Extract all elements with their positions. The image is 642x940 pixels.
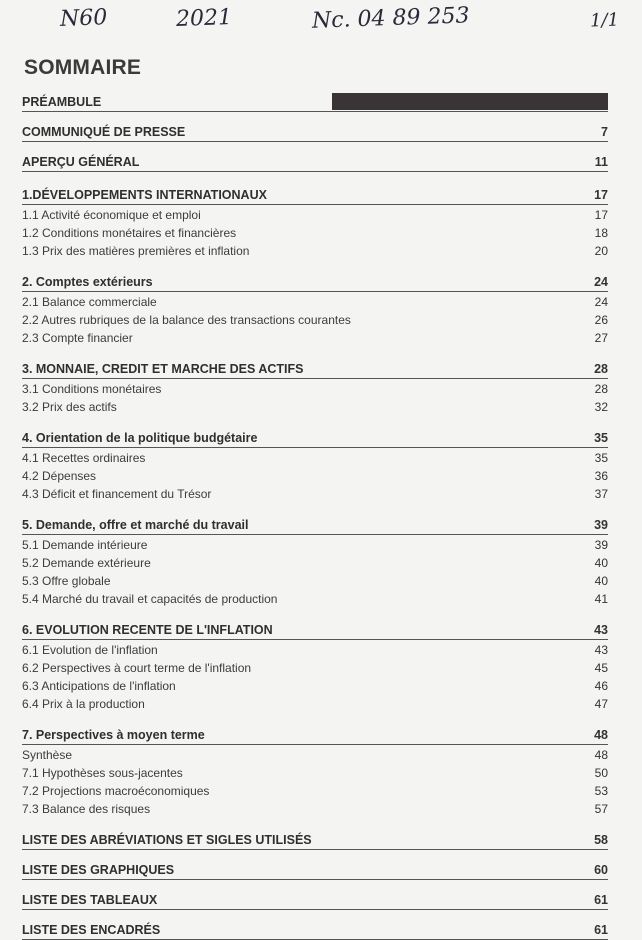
toc-subsection-label: 2.2 Autres rubriques de la balance des transactions courantes xyxy=(22,313,351,327)
toc-section[interactable] xyxy=(22,185,608,205)
toc-subsection-page: 45 xyxy=(594,661,608,675)
toc-section-page: 7 xyxy=(601,125,608,139)
toc-subsection-page: 53 xyxy=(594,784,608,798)
table-of-contents xyxy=(22,92,608,940)
toc-subsection-label: 4.3 Déficit et financement du Trésor xyxy=(22,487,212,501)
toc-subsection-page: 27 xyxy=(594,331,608,345)
toc-section-label: COMMUNIQUÉ DE PRESSE xyxy=(22,125,186,139)
toc-subsection[interactable] xyxy=(22,379,608,397)
toc-subsection[interactable] xyxy=(22,763,608,781)
toc-subsection-label: 6.3 Anticipations de l'inflation xyxy=(22,679,176,693)
toc-section-page: 35 xyxy=(594,431,608,445)
toc-section-page: 61 xyxy=(594,923,608,937)
toc-section-page: 17 xyxy=(594,188,608,202)
toc-section[interactable] xyxy=(22,620,608,640)
toc-subsection[interactable] xyxy=(22,328,608,346)
toc-subsection-page: 47 xyxy=(594,697,608,711)
toc-subsection-page: 18 xyxy=(594,226,608,240)
toc-subsection-label: Synthèse xyxy=(22,748,73,762)
toc-subsection[interactable] xyxy=(22,781,608,799)
toc-subsection[interactable] xyxy=(22,205,608,223)
toc-subsection-page: 39 xyxy=(594,538,608,552)
toc-section[interactable] xyxy=(22,272,608,292)
toc-section-label: 2. Comptes extérieurs xyxy=(22,275,153,289)
toc-subsection[interactable] xyxy=(22,658,608,676)
toc-section[interactable] xyxy=(22,830,608,850)
redaction-bar xyxy=(332,93,608,110)
toc-subsection-page: 48 xyxy=(594,748,608,762)
toc-subsection[interactable] xyxy=(22,745,608,763)
toc-subsection-page: 50 xyxy=(594,766,608,780)
toc-subsection-label: 3.2 Prix des actifs xyxy=(22,400,117,414)
toc-subsection-page: 41 xyxy=(594,592,608,606)
toc-subsection-page: 17 xyxy=(594,208,608,222)
toc-section-page: 11 xyxy=(594,155,608,169)
toc-subsection-page: 36 xyxy=(594,469,608,483)
toc-section-label: 4. Orientation de la politique budgétaire xyxy=(22,431,258,445)
toc-section[interactable] xyxy=(22,920,608,940)
toc-subsection-page: 40 xyxy=(594,556,608,570)
toc-section-page: 24 xyxy=(594,275,608,289)
toc-section[interactable] xyxy=(22,122,608,142)
toc-subsection-label: 6.2 Perspectives à court terme de l'inflation xyxy=(22,661,252,675)
toc-subsection-page: 24 xyxy=(594,295,608,309)
toc-subsection-label: 1.1 Activité économique et emploi xyxy=(22,208,201,222)
toc-section-label: LISTE DES GRAPHIQUES xyxy=(22,863,175,877)
toc-subsection[interactable] xyxy=(22,292,608,310)
toc-section[interactable] xyxy=(22,92,608,112)
toc-subsection[interactable] xyxy=(22,640,608,658)
toc-section-label: 5. Demande, offre et marché du travail xyxy=(22,518,249,532)
toc-section[interactable] xyxy=(22,152,608,172)
toc-subsection-page: 43 xyxy=(594,643,608,657)
toc-subsection-label: 5.1 Demande intérieure xyxy=(22,538,148,552)
toc-section[interactable] xyxy=(22,359,608,379)
toc-subsection-page: 46 xyxy=(594,679,608,693)
toc-section-page: 61 xyxy=(594,893,608,907)
toc-section-page: 48 xyxy=(594,728,608,742)
toc-section[interactable] xyxy=(22,890,608,910)
toc-subsection-page: 57 xyxy=(594,802,608,816)
toc-subsection-page: 26 xyxy=(594,313,608,327)
page-title: SOMMAIRE xyxy=(24,56,142,79)
toc-section-page: 39 xyxy=(594,518,608,532)
toc-subsection[interactable] xyxy=(22,241,608,259)
toc-subsection[interactable] xyxy=(22,223,608,241)
toc-subsection-label: 7.2 Projections macroéconomiques xyxy=(22,784,210,798)
toc-section[interactable] xyxy=(22,515,608,535)
toc-section[interactable] xyxy=(22,725,608,745)
toc-subsection[interactable] xyxy=(22,310,608,328)
toc-subsection[interactable] xyxy=(22,397,608,415)
toc-subsection-label: 5.4 Marché du travail et capacités de production xyxy=(22,592,278,606)
toc-subsection-label: 5.3 Offre globale xyxy=(22,574,111,588)
toc-subsection-label: 7.1 Hypothèses sous-jacentes xyxy=(22,766,183,780)
toc-subsection[interactable] xyxy=(22,694,608,712)
toc-section-label: 1.DÉVELOPPEMENTS INTERNATIONAUX xyxy=(22,188,267,202)
toc-section-label: LISTE DES TABLEAUX xyxy=(22,893,158,907)
toc-subsection-page: 28 xyxy=(594,382,608,396)
toc-subsection-label: 4.1 Recettes ordinaires xyxy=(22,451,146,465)
toc-subsection-label: 1.3 Prix des matières premières et inflation xyxy=(22,244,250,258)
toc-subsection[interactable] xyxy=(22,676,608,694)
toc-section[interactable] xyxy=(22,860,608,880)
toc-subsection-label: 1.2 Conditions monétaires et financières xyxy=(22,226,237,240)
toc-section-label: 6. EVOLUTION RECENTE DE L'INFLATION xyxy=(22,623,273,637)
toc-subsection[interactable] xyxy=(22,799,608,817)
toc-section[interactable] xyxy=(22,428,608,448)
toc-subsection[interactable] xyxy=(22,571,608,589)
toc-subsection-page: 20 xyxy=(594,244,608,258)
toc-subsection-page: 35 xyxy=(594,451,608,465)
toc-subsection-page: 40 xyxy=(594,574,608,588)
toc-section-label: 7. Perspectives à moyen terme xyxy=(22,728,205,742)
toc-section-page: 28 xyxy=(594,362,608,376)
toc-subsection-page: 37 xyxy=(594,487,608,501)
toc-subsection-label: 7.3 Balance des risques xyxy=(22,802,151,816)
handwritten-note-year: 2021 xyxy=(175,5,233,32)
toc-section-page: 60 xyxy=(594,863,608,877)
toc-section-label: LISTE DES ENCADRÉS xyxy=(22,923,161,937)
toc-section-page: 58 xyxy=(594,833,608,847)
toc-subsection-label: 6.4 Prix à la production xyxy=(22,697,145,711)
toc-subsection-label: 5.2 Demande extérieure xyxy=(22,556,151,570)
toc-section-page: 43 xyxy=(594,623,608,637)
handwritten-note-reference: Nc. 04 89 253 xyxy=(311,3,470,34)
toc-subsection-label: 3.1 Conditions monétaires xyxy=(22,382,162,396)
toc-section-label: PRÉAMBULE xyxy=(22,95,102,109)
toc-subsection[interactable] xyxy=(22,484,608,502)
toc-section-label: 3. MONNAIE, CREDIT ET MARCHE DES ACTIFS xyxy=(22,362,304,376)
toc-section-label: LISTE DES ABRÉVIATIONS ET SIGLES UTILISÉS xyxy=(22,833,312,847)
toc-subsection-label: 2.1 Balance commerciale xyxy=(22,295,157,309)
toc-subsection[interactable] xyxy=(22,448,608,466)
toc-subsection[interactable] xyxy=(22,535,608,553)
toc-subsection-label: 6.1 Evolution de l'inflation xyxy=(22,643,158,657)
toc-section-label: APERÇU GÉNÉRAL xyxy=(22,155,140,169)
handwritten-note-left: N60 xyxy=(59,5,108,32)
handwritten-note-corner: 1/1 xyxy=(589,9,620,32)
toc-subsection[interactable] xyxy=(22,466,608,484)
toc-subsection-label: 2.3 Compte financier xyxy=(22,331,133,345)
toc-subsection-page: 32 xyxy=(594,400,608,414)
toc-subsection[interactable] xyxy=(22,553,608,571)
toc-subsection-label: 4.2 Dépenses xyxy=(22,469,97,483)
toc-subsection[interactable] xyxy=(22,589,608,607)
